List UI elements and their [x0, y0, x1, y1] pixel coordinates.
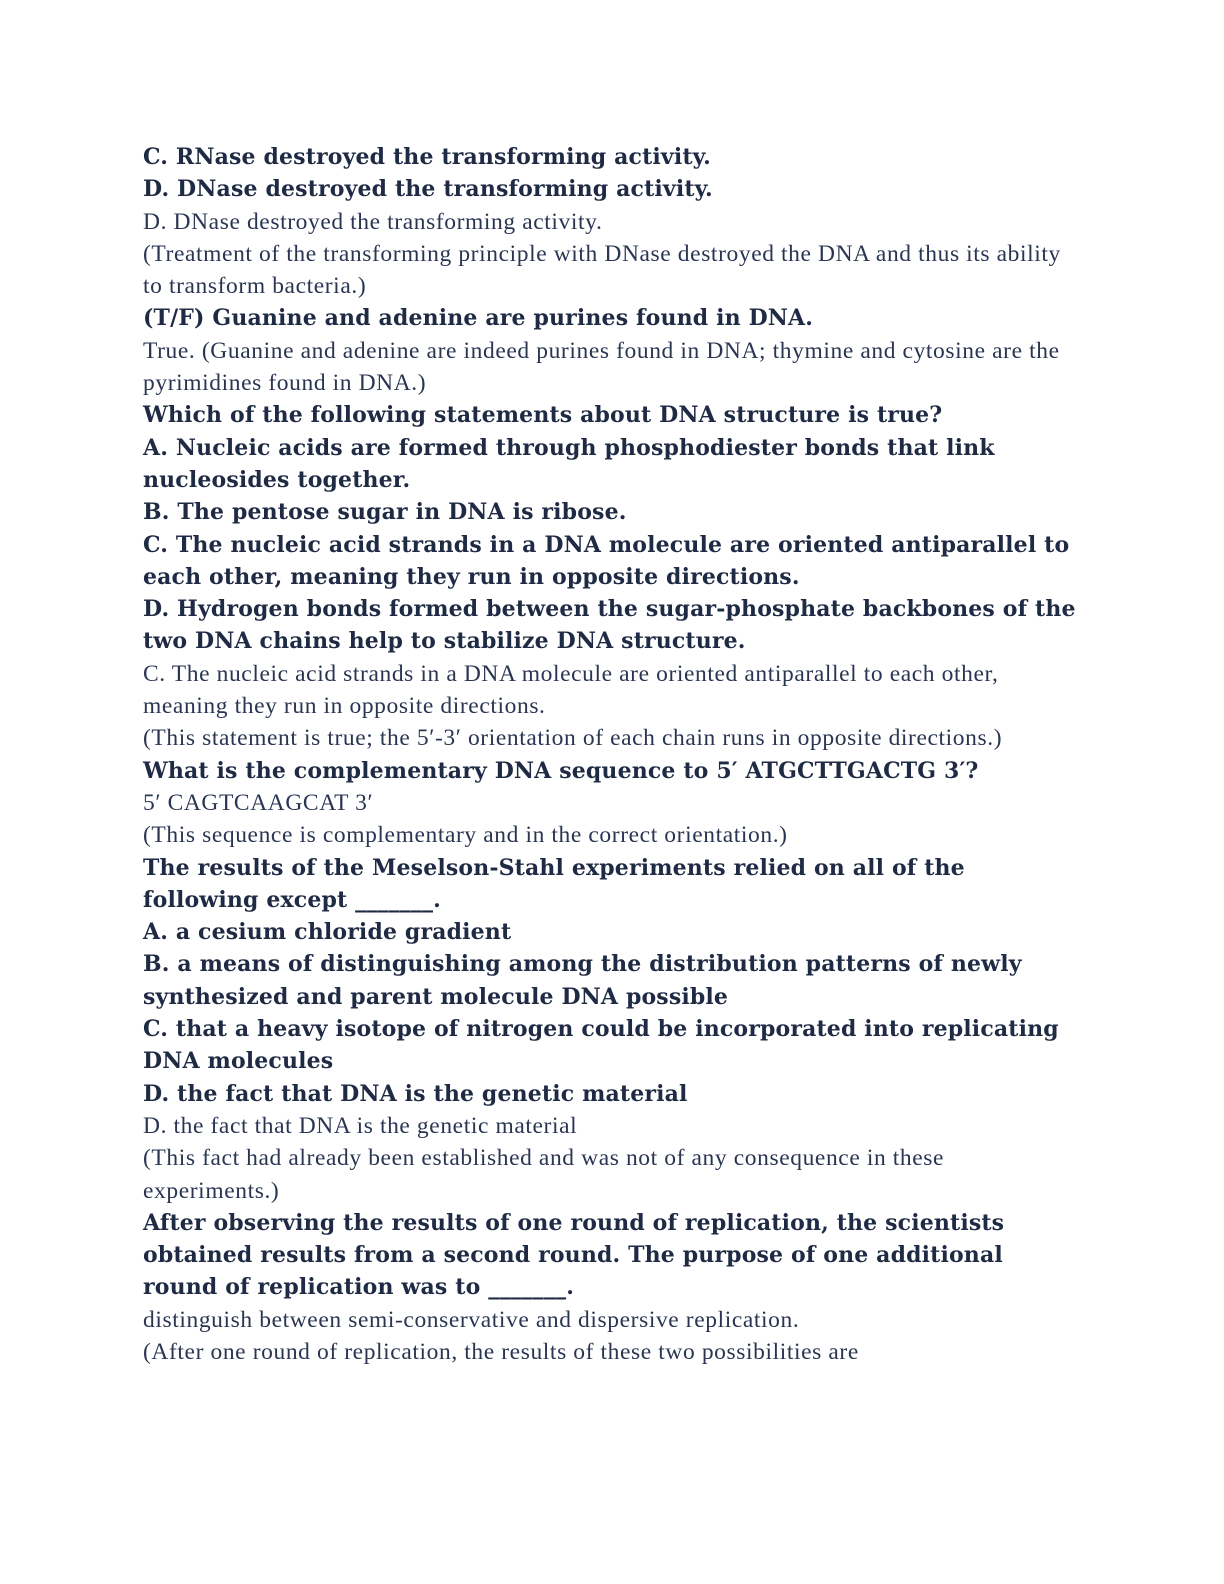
question-option: B. The pentose sugar in DNA is ribose.	[143, 499, 627, 526]
question-option: C. The nucleic acid strands in a DNA molecule are oriented antiparallel to each other, meaning they run in opposite directions.	[143, 531, 1078, 590]
question-option: A. Nucleic acids are formed through phosphodiester bonds that link nucleosides together.	[143, 434, 1003, 493]
question-option: D. DNase destroyed the transforming activity.	[143, 176, 713, 203]
answer-explanation: (This fact had already been established and was not of any consequence in these experiments.)	[143, 1145, 951, 1204]
question-text: The results of the Meselson-Stahl experiments relied on all of the following except _______.	[143, 854, 973, 913]
question-text: What is the complementary DNA sequence to 5′ ATGCTTGACTG 3′?	[143, 757, 979, 784]
answer-text: distinguish between semi-conservative and dispersive replication.	[143, 1306, 800, 1333]
answer-text: C. The nucleic acid strands in a DNA molecule are oriented antiparallel to each other, meaning they run in opposite directions.	[143, 660, 1005, 720]
question-option: C. that a heavy isotope of nitrogen could be incorporated into replicating DNA molecules	[143, 1016, 1067, 1075]
answer-text: 5′ CAGTCAAGCAT 3′	[143, 789, 374, 816]
question-text: Which of the following statements about DNA structure is true?	[143, 402, 943, 429]
answer-explanation: (This sequence is complementary and in the correct orientation.)	[143, 822, 788, 849]
answer-text: D. DNase destroyed the transforming activity.	[143, 208, 603, 235]
answer-text: True. (Guanine and adenine are indeed purines found in DNA; thymine and cytosine are the pyrimidines found in DNA.)	[143, 337, 1067, 397]
document-body	[143, 141, 1083, 1368]
answer-explanation: (After one round of replication, the results of these two possibilities are	[143, 1338, 859, 1365]
question-option: D. Hydrogen bonds formed between the sugar-phosphate backbones of the two DNA chains help to stabilize DNA structure.	[143, 596, 1084, 655]
answer-explanation: (Treatment of the transforming principle with DNase destroyed the DNA and thus its ability to transform bacteria.)	[143, 240, 1068, 300]
question-text: (T/F) Guanine and adenine are purines found in DNA.	[143, 305, 814, 332]
question-option: C. RNase destroyed the transforming activity.	[143, 144, 711, 170]
question-option: B. a means of distinguishing among the distribution patterns of newly synthesized and parent molecule DNA possible	[143, 951, 1030, 1010]
question-option: A. a cesium chloride gradient	[143, 919, 512, 946]
question-text: After observing the results of one round of replication, the scientists obtained results from a second round. The purpose of one additional round of replication was to _______.	[143, 1209, 1013, 1301]
answer-explanation: (This statement is true; the 5′-3′ orientation of each chain runs in opposite directions.)	[143, 725, 1003, 752]
answer-text: D. the fact that DNA is the genetic material	[143, 1112, 578, 1139]
question-option: D. the fact that DNA is the genetic material	[143, 1080, 688, 1107]
